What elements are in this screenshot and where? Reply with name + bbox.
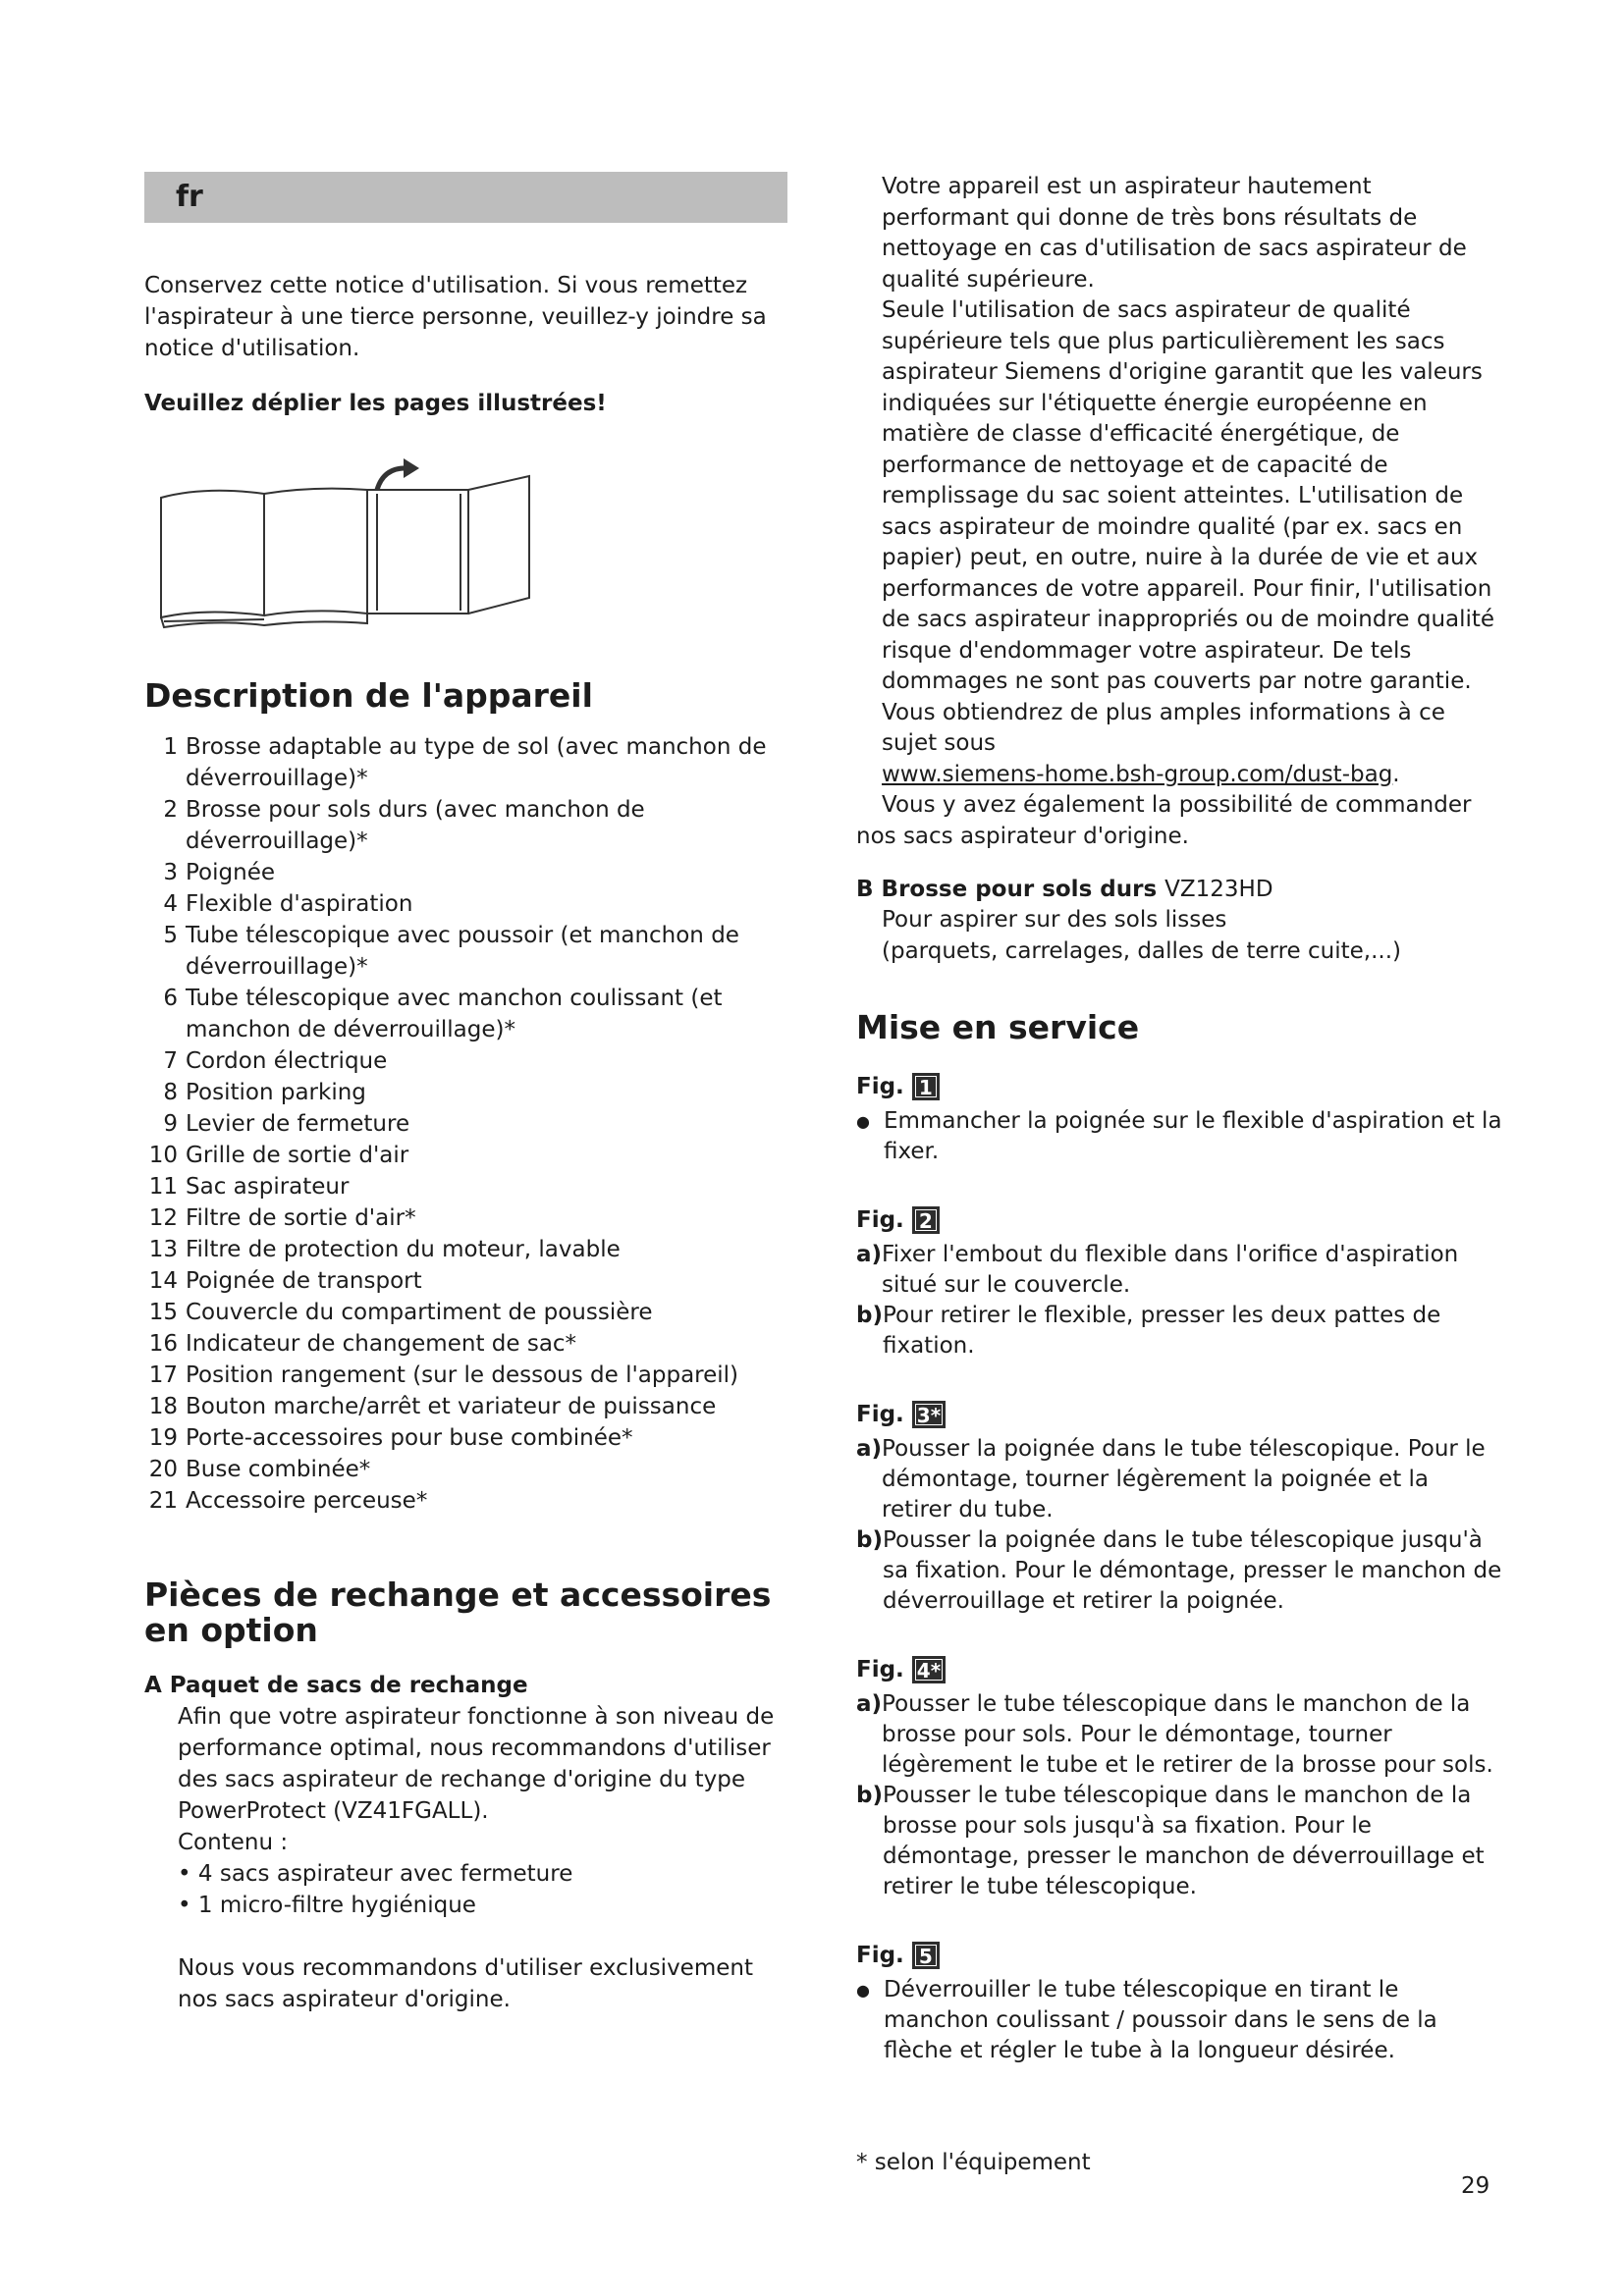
fig-number-badge: 1 — [912, 1073, 940, 1100]
step-marker: a) — [856, 1436, 883, 1462]
fig-steps — [856, 1240, 1504, 1362]
fig-number-badge: 3* — [912, 1401, 946, 1428]
language-code: fr — [176, 180, 203, 214]
part-number: 10 — [148, 1143, 178, 1168]
fig-label: Fig. — [856, 1657, 904, 1682]
part-label: Porte-accessoires pour buse combinée* — [186, 1425, 633, 1451]
part-item — [144, 1045, 797, 1077]
step-text: Pousser le tube télescopique dans le manchon de la brosse pour sols jusqu'à sa fixation. Pour le démontage, presser le manchon de déverrouillage et retirer le tube télescopique. — [882, 1783, 1485, 1899]
part-item — [144, 1360, 797, 1391]
spare-a-text: Afin que votre aspirateur fonctionne à son niveau de performance optimal, nous recommandons d'utiliser des sacs aspirateur de rechange d'origine du type PowerProtect (VZ41FGALL). — [178, 1704, 775, 1824]
instruction-step — [856, 1781, 1504, 1902]
step-text: Pour retirer le flexible, presser les deux pattes de fixation. — [882, 1303, 1441, 1359]
part-item — [144, 731, 797, 794]
part-item — [144, 857, 797, 888]
step-text: Emmancher la poignée sur le flexible d'aspiration et la fixer. — [884, 1108, 1502, 1164]
part-number: 19 — [148, 1425, 178, 1451]
order-text: Vous y avez également la possibilité de commander nos sacs aspirateur d'origine. — [856, 792, 1472, 849]
part-label: Position rangement (sur le dessous de l'appareil) — [186, 1362, 739, 1388]
fig-label: Fig. — [856, 1207, 904, 1233]
part-item — [144, 1171, 797, 1202]
part-item — [144, 888, 797, 920]
part-number: 16 — [148, 1331, 178, 1357]
fig-heading — [856, 1656, 1504, 1683]
fig-steps — [856, 1689, 1504, 1902]
instruction-step — [856, 1240, 1504, 1301]
part-number: 12 — [148, 1205, 178, 1231]
part-item — [144, 1391, 797, 1422]
part-label: Brosse pour sols durs (avec manchon de déverrouillage)* — [186, 797, 645, 854]
part-number: 9 — [163, 1111, 178, 1137]
part-number: 2 — [163, 797, 178, 823]
part-label: Cordon électrique — [186, 1048, 388, 1074]
part-label: Filtre de protection du moteur, lavable — [186, 1237, 621, 1262]
part-label: Bouton marche/arrêt et variateur de puissance — [186, 1394, 717, 1419]
part-item — [144, 1077, 797, 1108]
foldout-pages-illustration — [156, 458, 797, 639]
part-item — [144, 1108, 797, 1140]
parts-list — [144, 731, 797, 1517]
spare-b-model: VZ123HD — [1164, 877, 1273, 902]
step-marker: ● — [856, 1112, 870, 1131]
part-label: Sac aspirateur — [186, 1174, 350, 1200]
description-heading: Description de l'appareil — [144, 676, 593, 715]
part-number: 3 — [163, 860, 178, 885]
part-number: 1 — [163, 734, 178, 760]
spare-parts-heading: Pièces de rechange et accessoires en option — [144, 1575, 772, 1649]
fig-heading — [856, 1206, 1504, 1234]
instruction-step — [856, 1525, 1504, 1617]
part-label: Buse combinée* — [186, 1457, 371, 1482]
step-marker: a) — [856, 1242, 883, 1267]
page-number: 29 — [1461, 2173, 1490, 2199]
step-text: Pousser la poignée dans le tube télescopique jusqu'à sa fixation. Pour le démontage, presser le manchon de déverrouillage et retirer la poignée. — [882, 1527, 1502, 1614]
fig-heading — [856, 1401, 1504, 1428]
part-number: 17 — [148, 1362, 178, 1388]
part-item — [144, 1140, 797, 1171]
step-text: Fixer l'embout du flexible dans l'orifice d'aspiration situé sur le couvercle. — [882, 1242, 1459, 1298]
step-marker: a) — [856, 1691, 883, 1717]
contents-list — [178, 1858, 797, 1921]
step-text: Pousser la poignée dans le tube télescopique. Pour le démontage, tourner légèrement la poignée et la retirer du tube. — [882, 1436, 1486, 1522]
part-number: 8 — [163, 1080, 178, 1105]
part-item — [144, 1422, 797, 1454]
link-period: . — [1392, 761, 1400, 787]
more-info-text: Vous obtiendrez de plus amples informations à ce sujet sous — [882, 699, 1445, 756]
spare-b-title: B Brosse pour sols durs — [856, 877, 1158, 902]
part-item — [144, 1202, 797, 1234]
part-label: Tube télescopique avec manchon coulissant (et manchon de déverrouillage)* — [186, 986, 723, 1042]
fig-label: Fig. — [856, 1943, 904, 1968]
part-number: 20 — [148, 1457, 178, 1482]
instruction-step — [856, 1301, 1504, 1362]
step-marker: b) — [856, 1303, 883, 1328]
spare-b-line1: Pour aspirer sur des sols lisses — [882, 907, 1227, 933]
fig-steps — [856, 1106, 1504, 1167]
figures-list — [856, 1073, 1504, 2066]
fig-number-badge: 4* — [912, 1656, 946, 1683]
footnote: * selon l'équipement — [856, 2150, 1091, 2175]
contents-label: Contenu : — [178, 1830, 289, 1855]
fig-heading — [856, 1942, 1504, 1969]
intro-text: Conservez cette notice d'utilisation. Si vous remettez l'aspirateur à une tierce personne, veuillez-y joindre sa notice d'utilisation. — [144, 273, 767, 361]
fig-number-badge: 2 — [912, 1206, 940, 1234]
part-label: Brosse adaptable au type de sol (avec manchon de déverrouillage)* — [186, 734, 767, 791]
instruction-step — [856, 1434, 1504, 1525]
part-number: 7 — [163, 1048, 178, 1074]
part-number: 6 — [163, 986, 178, 1011]
part-number: 15 — [148, 1300, 178, 1325]
part-item — [144, 1454, 797, 1485]
fig-heading — [856, 1073, 1504, 1100]
fig-label: Fig. — [856, 1402, 904, 1427]
part-item — [144, 920, 797, 983]
dust-bag-link[interactable]: www.siemens-home.bsh-group.com/dust-bag — [882, 761, 1393, 787]
part-label: Flexible d'aspiration — [186, 891, 413, 917]
foldout-pages-icon — [156, 458, 588, 635]
list-item: • 1 micro-filtre hygiénique — [178, 1890, 797, 1921]
fig-steps — [856, 1975, 1504, 2066]
unfold-note: Veuillez déplier les pages illustrées! — [144, 391, 607, 416]
fig-label: Fig. — [856, 1074, 904, 1099]
part-label: Poignée de transport — [186, 1268, 422, 1294]
instruction-step — [856, 1689, 1504, 1781]
step-marker: b) — [856, 1783, 883, 1808]
part-label: Indicateur de changement de sac* — [186, 1331, 577, 1357]
step-text: Pousser le tube télescopique dans le manchon de la brosse pour sols. Pour le démontage, tourner légèrement le tube et le retirer de la brosse pour sols. — [882, 1691, 1493, 1778]
part-label: Levier de fermeture — [186, 1111, 410, 1137]
part-number: 11 — [148, 1174, 178, 1200]
part-label: Poignée — [186, 860, 275, 885]
part-number: 18 — [148, 1394, 178, 1419]
part-item — [144, 1297, 797, 1328]
part-label: Tube télescopique avec poussoir (et manchon de déverrouillage)* — [186, 923, 739, 980]
part-item — [144, 794, 797, 857]
part-item — [144, 1485, 797, 1517]
part-number: 5 — [163, 923, 178, 948]
part-label: Filtre de sortie d'air* — [186, 1205, 416, 1231]
performance-text: Votre appareil est un aspirateur hautement performant qui donne de très bons résultats de nettoyage en cas d'utilisation de sacs aspirateur de qualité supérieure. — [882, 174, 1467, 293]
part-item — [144, 1328, 797, 1360]
part-label: Position parking — [186, 1080, 366, 1105]
part-label: Accessoire perceuse* — [186, 1488, 428, 1514]
instruction-step — [856, 1975, 1504, 2066]
part-item — [144, 1265, 797, 1297]
step-marker: b) — [856, 1527, 883, 1553]
mise-en-service-heading: Mise en service — [856, 1008, 1140, 1046]
part-number: 14 — [148, 1268, 178, 1294]
part-label: Grille de sortie d'air — [186, 1143, 409, 1168]
part-item — [144, 983, 797, 1045]
spare-b-line2: (parquets, carrelages, dalles de terre cuite,...) — [882, 937, 1402, 964]
fig-steps — [856, 1434, 1504, 1617]
step-text: Déverrouiller le tube télescopique en tirant le manchon coulissant / poussoir dans le sens de la flèche et régler le tube à la longueur désirée. — [884, 1977, 1437, 2063]
right-column — [856, 172, 1504, 2066]
spare-b-heading — [856, 874, 1504, 905]
recommend-text: Nous vous recommandons d'utiliser exclusivement nos sacs aspirateur d'origine. — [178, 1955, 753, 2012]
fig-number-badge: 5 — [912, 1942, 940, 1969]
part-item — [144, 1234, 797, 1265]
language-bar — [144, 172, 787, 223]
part-label: Couvercle du compartiment de poussière — [186, 1300, 653, 1325]
spare-a-title: A Paquet de sacs de rechange — [144, 1673, 528, 1698]
part-number: 21 — [148, 1488, 178, 1514]
list-item: • 4 sacs aspirateur avec fermeture — [178, 1858, 797, 1890]
part-number: 4 — [163, 891, 178, 917]
part-number: 13 — [148, 1237, 178, 1262]
bag-quality-text: Seule l'utilisation de sacs aspirateur de qualité supérieure tels que plus particulièrement les sacs aspirateur Siemens d'origine garantit que les valeurs indiquées sur l'étiquette énergie européenne en matière de classe d'efficacité énergétique, de performance de nettoyage et de capacité de remplissage du sac soient atteintes. L'utilisation de sacs aspirateur de moindre qualité (par ex. sacs en papier) peut, en outre, nuire à la durée de vie et aux performances de votre appareil. Pour finir, l'utilisation de sacs aspirateur inappropriés ou de moindre qualité risque d'endommager votre aspirateur. De tels dommages ne sont pas couverts par notre garantie. — [882, 297, 1495, 694]
left-column — [144, 172, 797, 2015]
instruction-step — [856, 1106, 1504, 1167]
step-marker: ● — [856, 1981, 870, 2000]
